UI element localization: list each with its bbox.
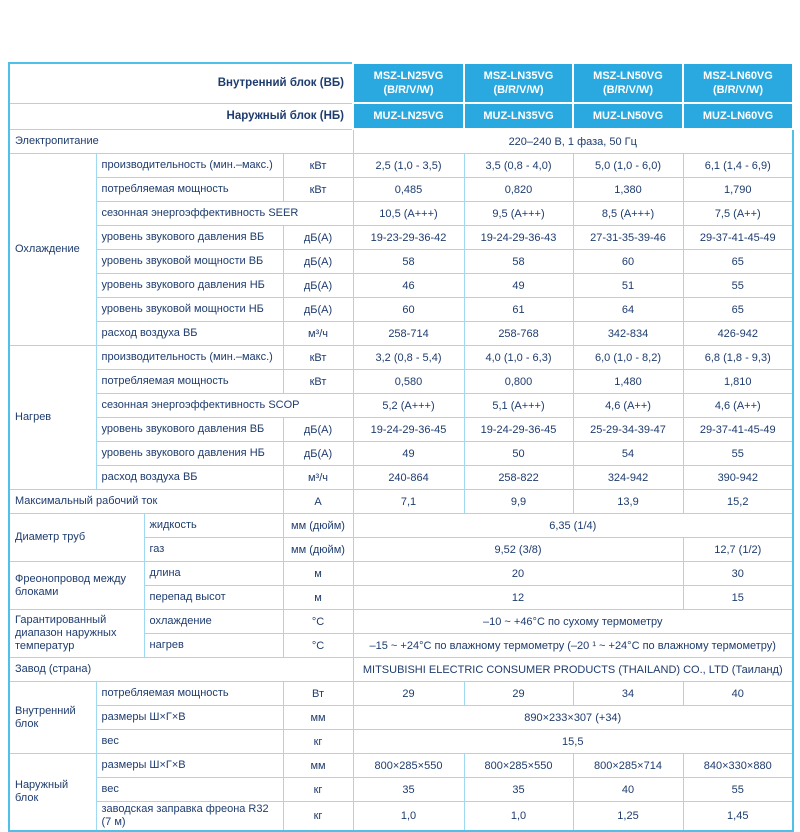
value-cell: –15 ~ +24°С по влажному термометру (–20 ¹ ~ +24°С по влажному термометру) (353, 634, 793, 658)
value-cell: 13,9 (573, 490, 683, 514)
unit-cell: м (283, 586, 353, 610)
spec-body (9, 129, 793, 831)
value-cell: 6,35 (1/4) (353, 514, 793, 538)
table-row (9, 562, 793, 586)
value-cell: 1,0 (464, 802, 573, 832)
value-cell: 55 (683, 442, 793, 466)
model-cell (573, 63, 683, 103)
model-cell: MUZ-LN50VG (573, 103, 683, 129)
section-label-cell: Наружный блок (9, 754, 96, 832)
row-label-cell: Электропитание (9, 129, 353, 154)
value-cell: 258-768 (464, 322, 573, 346)
value-cell: 55 (683, 274, 793, 298)
value-cell: 30 (683, 562, 793, 586)
value-cell: 840×330×880 (683, 754, 793, 778)
unit-cell: Вт (283, 682, 353, 706)
parameter-cell: газ (144, 538, 283, 562)
header-row-label: Внутренний блок (ВБ) (9, 63, 353, 103)
value-cell: 40 (683, 682, 793, 706)
section-label-cell: Охлаждение (9, 154, 96, 346)
parameter-cell: сезонная энергоэффективность SCOP (96, 394, 353, 418)
value-cell: 29-37-41-45-49 (683, 418, 793, 442)
table-row (9, 129, 793, 154)
value-cell: 54 (573, 442, 683, 466)
model-cell: MUZ-LN60VG (683, 103, 793, 129)
table-row (9, 178, 793, 202)
unit-cell: дБ(А) (283, 226, 353, 250)
value-cell: 27-31-35-39-46 (573, 226, 683, 250)
value-cell: 4,6 (A++) (683, 394, 793, 418)
table-row (9, 202, 793, 226)
value-cell: 12 (353, 586, 683, 610)
unit-cell: °С (283, 610, 353, 634)
model-header (9, 63, 793, 129)
value-cell: 390-942 (683, 466, 793, 490)
value-cell: 61 (464, 298, 573, 322)
section-label-cell: Диаметр труб (9, 514, 144, 562)
table-row (9, 346, 793, 370)
table-row (9, 706, 793, 730)
value-cell: 65 (683, 250, 793, 274)
model-cell (683, 63, 793, 103)
value-cell: 1,480 (573, 370, 683, 394)
value-cell: 29-37-41-45-49 (683, 226, 793, 250)
parameter-cell: уровень звукового давления ВБ (96, 418, 283, 442)
table-row (9, 610, 793, 634)
header-row (9, 103, 793, 129)
value-cell: 20 (353, 562, 683, 586)
unit-cell: кВт (283, 154, 353, 178)
value-cell: 0,820 (464, 178, 573, 202)
value-cell: –10 ~ +46°С по сухому термометру (353, 610, 793, 634)
unit-cell: кВт (283, 370, 353, 394)
value-cell: 220–240 В, 1 фаза, 50 Гц (353, 129, 793, 154)
model-cell: MUZ-LN35VG (464, 103, 573, 129)
model-name: MSZ-LN35VG (483, 70, 554, 82)
parameter-cell: жидкость (144, 514, 283, 538)
table-row (9, 682, 793, 706)
unit-cell: м³/ч (283, 466, 353, 490)
model-variants: (B/R/V/W) (383, 84, 434, 96)
value-cell: 800×285×714 (573, 754, 683, 778)
value-cell: 6,8 (1,8 - 9,3) (683, 346, 793, 370)
value-cell: 342-834 (573, 322, 683, 346)
value-cell: 19-23-29-36-42 (353, 226, 464, 250)
value-cell: 800×285×550 (464, 754, 573, 778)
parameter-cell: уровень звукового давления НБ (96, 442, 283, 466)
value-cell: 50 (464, 442, 573, 466)
parameter-cell: заводская заправка фреона R32 (7 м) (96, 802, 283, 832)
value-cell: 46 (353, 274, 464, 298)
value-cell: 1,45 (683, 802, 793, 832)
value-cell: 258-822 (464, 466, 573, 490)
unit-cell: мм (283, 754, 353, 778)
parameter-cell: производительность (мин.–макс.) (96, 346, 283, 370)
section-label-cell: Внутренний блок (9, 682, 96, 754)
row-label-cell: Максимальный рабочий ток (9, 490, 283, 514)
unit-cell: мм (дюйм) (283, 514, 353, 538)
section-label-cell: Фреонопровод между блоками (9, 562, 144, 610)
value-cell: 7,1 (353, 490, 464, 514)
value-cell: 5,1 (A+++) (464, 394, 573, 418)
value-cell: 58 (353, 250, 464, 274)
table-row (9, 490, 793, 514)
value-cell: MITSUBISHI ELECTRIC CONSUMER PRODUCTS (THAILAND) CO., LTD (Таиланд) (353, 658, 793, 682)
table-row (9, 466, 793, 490)
value-cell: 0,580 (353, 370, 464, 394)
value-cell: 1,790 (683, 178, 793, 202)
value-cell: 1,810 (683, 370, 793, 394)
model-name: MSZ-LN60VG (703, 70, 773, 82)
table-row (9, 322, 793, 346)
table-row (9, 514, 793, 538)
parameter-cell: охлаждение (144, 610, 283, 634)
value-cell: 5,0 (1,0 - 6,0) (573, 154, 683, 178)
value-cell: 34 (573, 682, 683, 706)
value-cell: 3,5 (0,8 - 4,0) (464, 154, 573, 178)
value-cell: 49 (464, 274, 573, 298)
value-cell: 8,5 (A+++) (573, 202, 683, 226)
model-cell: MUZ-LN25VG (353, 103, 464, 129)
value-cell: 51 (573, 274, 683, 298)
value-cell: 1,25 (573, 802, 683, 832)
parameter-cell: вес (96, 778, 283, 802)
unit-cell: дБ(А) (283, 250, 353, 274)
parameter-cell: сезонная энергоэффективность SEER (96, 202, 353, 226)
value-cell: 15,2 (683, 490, 793, 514)
unit-cell: м (283, 562, 353, 586)
value-cell: 64 (573, 298, 683, 322)
table-row (9, 802, 793, 832)
value-cell: 25-29-34-39-47 (573, 418, 683, 442)
value-cell: 35 (353, 778, 464, 802)
value-cell: 60 (573, 250, 683, 274)
parameter-cell: производительность (мин.–макс.) (96, 154, 283, 178)
table-row (9, 154, 793, 178)
parameter-cell: размеры Ш×Г×В (96, 706, 283, 730)
value-cell: 10,5 (A+++) (353, 202, 464, 226)
header-row (9, 63, 793, 103)
value-cell: 19-24-29-36-45 (464, 418, 573, 442)
parameter-cell: длина (144, 562, 283, 586)
table-row (9, 658, 793, 682)
model-cell (353, 63, 464, 103)
row-label-cell: Завод (страна) (9, 658, 353, 682)
value-cell: 9,52 (3/8) (353, 538, 683, 562)
unit-cell: дБ(А) (283, 418, 353, 442)
parameter-cell: нагрев (144, 634, 283, 658)
unit-cell: мм (283, 706, 353, 730)
value-cell: 0,800 (464, 370, 573, 394)
parameter-cell: вес (96, 730, 283, 754)
value-cell: 1,0 (353, 802, 464, 832)
value-cell: 58 (464, 250, 573, 274)
model-cell (464, 63, 573, 103)
parameter-cell: размеры Ш×Г×В (96, 754, 283, 778)
unit-cell: кг (283, 778, 353, 802)
unit-cell: кВт (283, 346, 353, 370)
value-cell: 6,1 (1,4 - 6,9) (683, 154, 793, 178)
parameter-cell: уровень звукового давления ВБ (96, 226, 283, 250)
unit-cell: дБ(А) (283, 442, 353, 466)
value-cell: 35 (464, 778, 573, 802)
value-cell: 19-24-29-36-43 (464, 226, 573, 250)
table-row (9, 394, 793, 418)
parameter-cell: потребляемая мощность (96, 682, 283, 706)
value-cell: 2,5 (1,0 - 3,5) (353, 154, 464, 178)
value-cell: 426-942 (683, 322, 793, 346)
table-row (9, 274, 793, 298)
value-cell: 12,7 (1/2) (683, 538, 793, 562)
unit-cell: дБ(А) (283, 274, 353, 298)
unit-cell: °С (283, 634, 353, 658)
table-row (9, 370, 793, 394)
value-cell: 4,6 (A++) (573, 394, 683, 418)
unit-cell: А (283, 490, 353, 514)
value-cell: 55 (683, 778, 793, 802)
parameter-cell: уровень звуковой мощности ВБ (96, 250, 283, 274)
parameter-cell: перепад высот (144, 586, 283, 610)
value-cell: 6,0 (1,0 - 8,2) (573, 346, 683, 370)
value-cell: 15,5 (353, 730, 793, 754)
model-variants: (B/R/V/W) (712, 84, 764, 96)
table-row (9, 418, 793, 442)
value-cell: 15 (683, 586, 793, 610)
section-label-cell: Нагрев (9, 346, 96, 490)
value-cell: 60 (353, 298, 464, 322)
value-cell: 324-942 (573, 466, 683, 490)
value-cell: 65 (683, 298, 793, 322)
table-row (9, 250, 793, 274)
parameter-cell: потребляемая мощность (96, 178, 283, 202)
value-cell: 4,0 (1,0 - 6,3) (464, 346, 573, 370)
unit-cell: м³/ч (283, 322, 353, 346)
section-label-cell: Гарантированный диапазон наружных температур (9, 610, 144, 658)
parameter-cell: уровень звукового давления НБ (96, 274, 283, 298)
value-cell: 29 (464, 682, 573, 706)
table-row (9, 226, 793, 250)
value-cell: 29 (353, 682, 464, 706)
table-row (9, 298, 793, 322)
value-cell: 890×233×307 (+34) (353, 706, 793, 730)
table-row (9, 754, 793, 778)
table-row (9, 778, 793, 802)
parameter-cell: расход воздуха ВБ (96, 322, 283, 346)
value-cell: 5,2 (A+++) (353, 394, 464, 418)
parameter-cell: уровень звуковой мощности НБ (96, 298, 283, 322)
unit-cell: дБ(А) (283, 298, 353, 322)
value-cell: 800×285×550 (353, 754, 464, 778)
header-row-label: Наружный блок (НБ) (9, 103, 353, 129)
unit-cell: мм (дюйм) (283, 538, 353, 562)
unit-cell: кВт (283, 178, 353, 202)
unit-cell: кг (283, 730, 353, 754)
value-cell: 3,2 (0,8 - 5,4) (353, 346, 464, 370)
model-variants: (B/R/V/W) (493, 84, 544, 96)
value-cell: 258-714 (353, 322, 464, 346)
parameter-cell: потребляемая мощность (96, 370, 283, 394)
model-variants: (B/R/V/W) (602, 84, 654, 96)
value-cell: 9,9 (464, 490, 573, 514)
value-cell: 1,380 (573, 178, 683, 202)
model-name: MSZ-LN50VG (593, 70, 663, 82)
value-cell: 19-24-29-36-45 (353, 418, 464, 442)
model-name: MSZ-LN25VG (373, 70, 444, 82)
value-cell: 240-864 (353, 466, 464, 490)
value-cell: 9,5 (A+++) (464, 202, 573, 226)
table-row (9, 730, 793, 754)
value-cell: 7,5 (A++) (683, 202, 793, 226)
parameter-cell: расход воздуха ВБ (96, 466, 283, 490)
value-cell: 40 (573, 778, 683, 802)
table-row (9, 442, 793, 466)
spec-table (8, 62, 794, 832)
value-cell: 49 (353, 442, 464, 466)
value-cell: 0,485 (353, 178, 464, 202)
unit-cell: кг (283, 802, 353, 832)
